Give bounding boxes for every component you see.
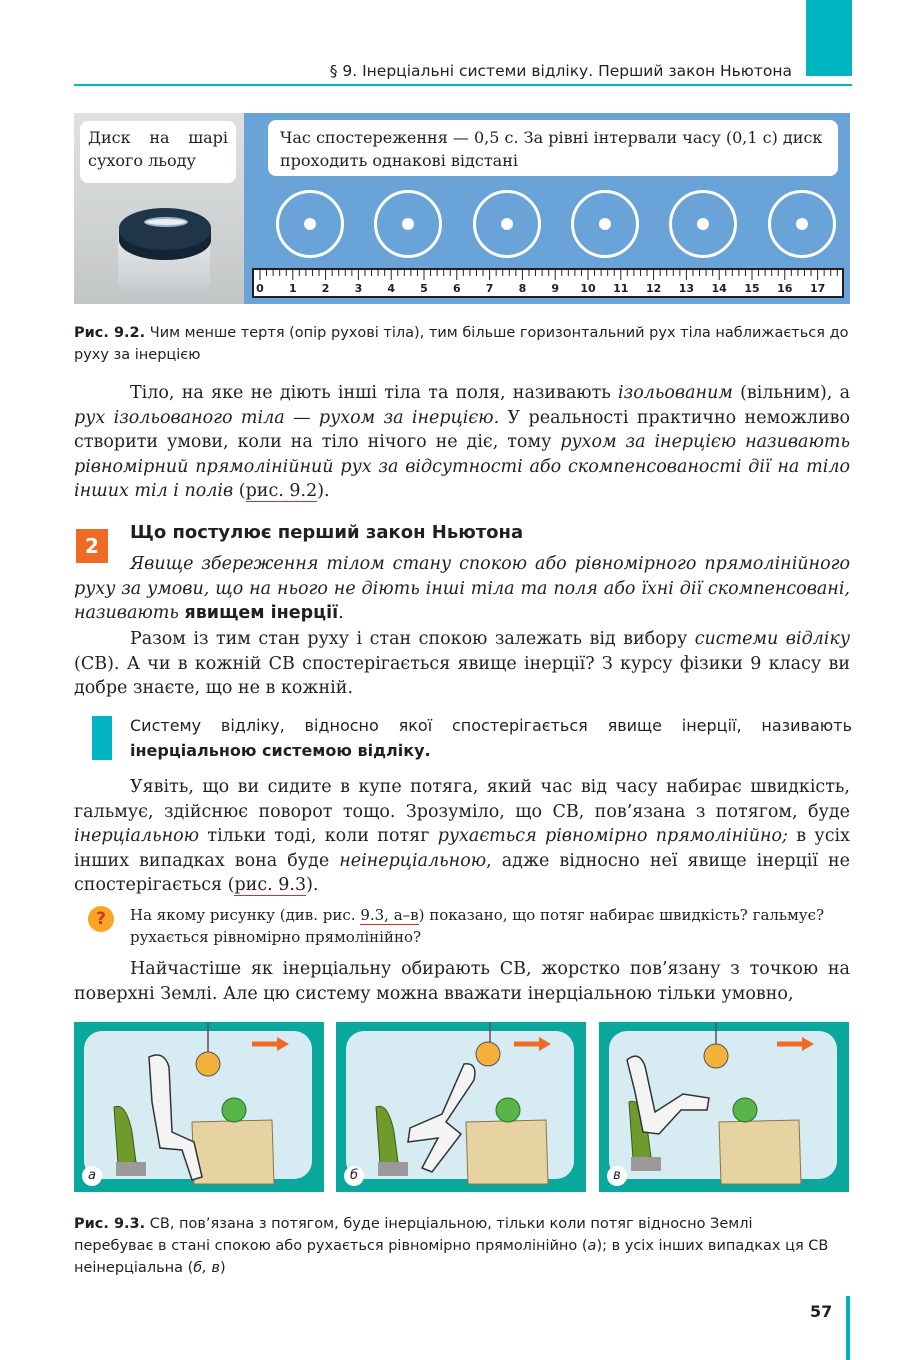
scene-a-illustration bbox=[74, 1022, 324, 1192]
text: ). bbox=[317, 481, 330, 501]
text: ). bbox=[306, 875, 319, 895]
figure-9-2-caption bbox=[74, 322, 850, 366]
ruler-label: 2 bbox=[321, 282, 330, 295]
header-tab bbox=[806, 0, 852, 76]
ruler bbox=[252, 268, 844, 298]
scene-label-c: в bbox=[607, 1166, 627, 1186]
scene-b-braking bbox=[336, 1022, 586, 1192]
disc-position-4 bbox=[571, 190, 639, 258]
question-icon: ? bbox=[88, 906, 114, 932]
term-noninertial: неінерціальною bbox=[339, 850, 487, 871]
caption-text: СВ, пов’язана з потягом, буде інерціальною, тільки коли потяг відносно Землі перебуває в стані спокою або рухається рівномірно прямолінійно ( bbox=[74, 1216, 753, 1254]
paragraph-earth-frame bbox=[74, 957, 850, 1006]
figure-ref-9-3[interactable]: рис. 9.3 bbox=[234, 875, 307, 895]
text: Разом із тим стан руху і стан спокою залежать від вибору bbox=[130, 629, 695, 649]
definition-inertial-frame bbox=[130, 713, 852, 763]
term-isolated: ізольованим bbox=[618, 383, 733, 403]
ruler-label: 13 bbox=[678, 282, 695, 295]
ruler-label: 7 bbox=[485, 282, 494, 295]
ruler-label: 9 bbox=[551, 282, 560, 295]
scene-label-a: а bbox=[82, 1166, 102, 1186]
disc-position-5 bbox=[669, 190, 737, 258]
ruler-label: 11 bbox=[613, 282, 629, 295]
scene-b-illustration bbox=[336, 1022, 586, 1192]
term-inertial-frame: інерціальною системою відліку. bbox=[130, 741, 431, 760]
text: Тіло, на яке не діють інші тіла та поля, називають bbox=[130, 383, 619, 403]
photo-label: Диск на шарі сухого льоду bbox=[80, 121, 236, 183]
scene-a-uniform bbox=[74, 1022, 324, 1192]
term-inertial-motion: рух ізольованого тіла — рухом за інерцією. bbox=[74, 407, 500, 428]
caption-italic: а bbox=[587, 1238, 597, 1254]
figure-9-3-caption bbox=[74, 1213, 834, 1279]
disc-position-6 bbox=[768, 190, 836, 258]
running-title: § 9. Інерціальні системи відліку. Перший закон Ньютона bbox=[329, 62, 792, 80]
text: , адже відносно неї явище інерції не спостерігається ( bbox=[74, 850, 850, 895]
caption-text: ); в усіх інших випадках ця СВ неінерціальна ( bbox=[74, 1238, 829, 1276]
caption-label: Рис. 9.3. bbox=[74, 1216, 146, 1232]
figure-ref-9-2[interactable]: рис. 9.2 bbox=[245, 481, 318, 501]
scene-label-b: б bbox=[344, 1166, 364, 1186]
ruler-label: 8 bbox=[518, 282, 527, 295]
caption-text: Чим менше тертя (опір рухові тіла), тим більше горизонтальний рух тіла наближається до руху за інерцією bbox=[74, 325, 849, 363]
ruler-label: 4 bbox=[387, 282, 396, 295]
text: в усіх інших випадках вона буде bbox=[74, 826, 850, 871]
header-rule bbox=[74, 84, 852, 86]
ruler-label: 16 bbox=[777, 282, 793, 295]
caption-italic: б, в bbox=[193, 1260, 220, 1276]
ruler-label: 0 bbox=[256, 282, 264, 295]
definition-marker bbox=[92, 716, 112, 760]
puck-disk bbox=[119, 208, 211, 260]
text: (вільним), а bbox=[732, 383, 850, 403]
ruler-label: 14 bbox=[711, 282, 727, 295]
text: Уявіть, що ви сидите в купе потяга, який час від часу набирає швидкість, гальмує, здійснює поворот тощо. Зрозуміло, що СВ, пов’язана з потягом, буде bbox=[74, 777, 850, 822]
puck-photo bbox=[74, 113, 244, 304]
caption-text: ) bbox=[219, 1260, 226, 1276]
text: Систему відліку, відносно якої спостерігається явище інерції, називають bbox=[130, 716, 852, 735]
ruler-label: 3 bbox=[354, 282, 363, 295]
figure-9-2 bbox=[74, 113, 850, 304]
text: У реальності практично неможливо створити умови, коли на тіло нічого не діє, тому bbox=[74, 407, 850, 452]
definition-inertial-motion: рухом за інерцією називають рівномірний прямолінійний рух за відсутності або скомпенсованості дії на тіло інших тіл і полів bbox=[74, 432, 851, 501]
definition-text: Явище збереження тілом стану спокою або рівномірного прямолінійного руху за умови, що на нього не діють інші тіла та поля або їхні дії скомпенсовані, називають bbox=[74, 554, 850, 623]
paragraph-train bbox=[74, 775, 850, 898]
ruler-label: 5 bbox=[420, 282, 428, 295]
paragraph-inertia-phenomenon bbox=[74, 552, 850, 626]
page-number: 57 bbox=[810, 1302, 833, 1321]
section-title: Що постулює перший закон Ньютона bbox=[130, 522, 524, 543]
scene-c-accelerating bbox=[599, 1022, 849, 1192]
figure-ref-9-3-abc[interactable]: 9.3, а–в bbox=[360, 906, 419, 924]
ruler-label: 10 bbox=[580, 282, 596, 295]
text: На якому рисунку (див. рис. bbox=[130, 906, 361, 924]
text: ( bbox=[233, 481, 246, 501]
text: ) показано, що потяг набирає швидкість? гальмує? рухається рівномірно прямолінійно? bbox=[130, 906, 825, 946]
term-inertia: явищем інерції bbox=[184, 603, 339, 623]
disc-position-2 bbox=[374, 190, 442, 258]
term-uniform-motion: рухається рівномірно прямолінійно; bbox=[437, 826, 788, 846]
disc-position-1 bbox=[276, 190, 344, 258]
text: (СВ). А чи в кожній СВ спостерігається явище інерції? З курсу фізики 9 класу ви добре знаєте, що не в кожній. bbox=[74, 653, 850, 698]
ruler-label: 12 bbox=[645, 282, 662, 295]
section-number-badge: 2 bbox=[76, 529, 108, 563]
disc-position-3 bbox=[473, 190, 541, 258]
page-marker bbox=[846, 1296, 850, 1360]
term-inertial: інерціальною bbox=[74, 826, 200, 846]
ruler-label: 1 bbox=[288, 282, 297, 295]
question-text bbox=[130, 904, 852, 948]
term-reference-frame: системи відліку bbox=[694, 629, 850, 649]
paragraph-isolated-body bbox=[74, 381, 850, 504]
text: тільки тоді, коли потяг bbox=[199, 826, 438, 846]
paragraph-reference-frames bbox=[74, 627, 850, 701]
puck-hole bbox=[144, 217, 188, 227]
observation-label: Час спостереження — 0,5 с. За рівні інтервали часу (0,1 с) диск проходить однакові відстані bbox=[268, 120, 838, 176]
scene-c-illustration bbox=[599, 1022, 849, 1192]
text: . bbox=[338, 603, 344, 623]
ruler-label: 17 bbox=[809, 282, 826, 295]
motion-panel bbox=[244, 113, 850, 304]
ruler-label: 6 bbox=[452, 282, 461, 295]
caption-label: Рис. 9.2. bbox=[74, 325, 146, 341]
text: Найчастіше як інерціальну обирають СВ, жорстко пов’язану з точкою на поверхні Землі. Але цю систему можна вважати інерціальною тільки умовно, bbox=[74, 959, 850, 1004]
ruler-label: 15 bbox=[744, 282, 760, 295]
